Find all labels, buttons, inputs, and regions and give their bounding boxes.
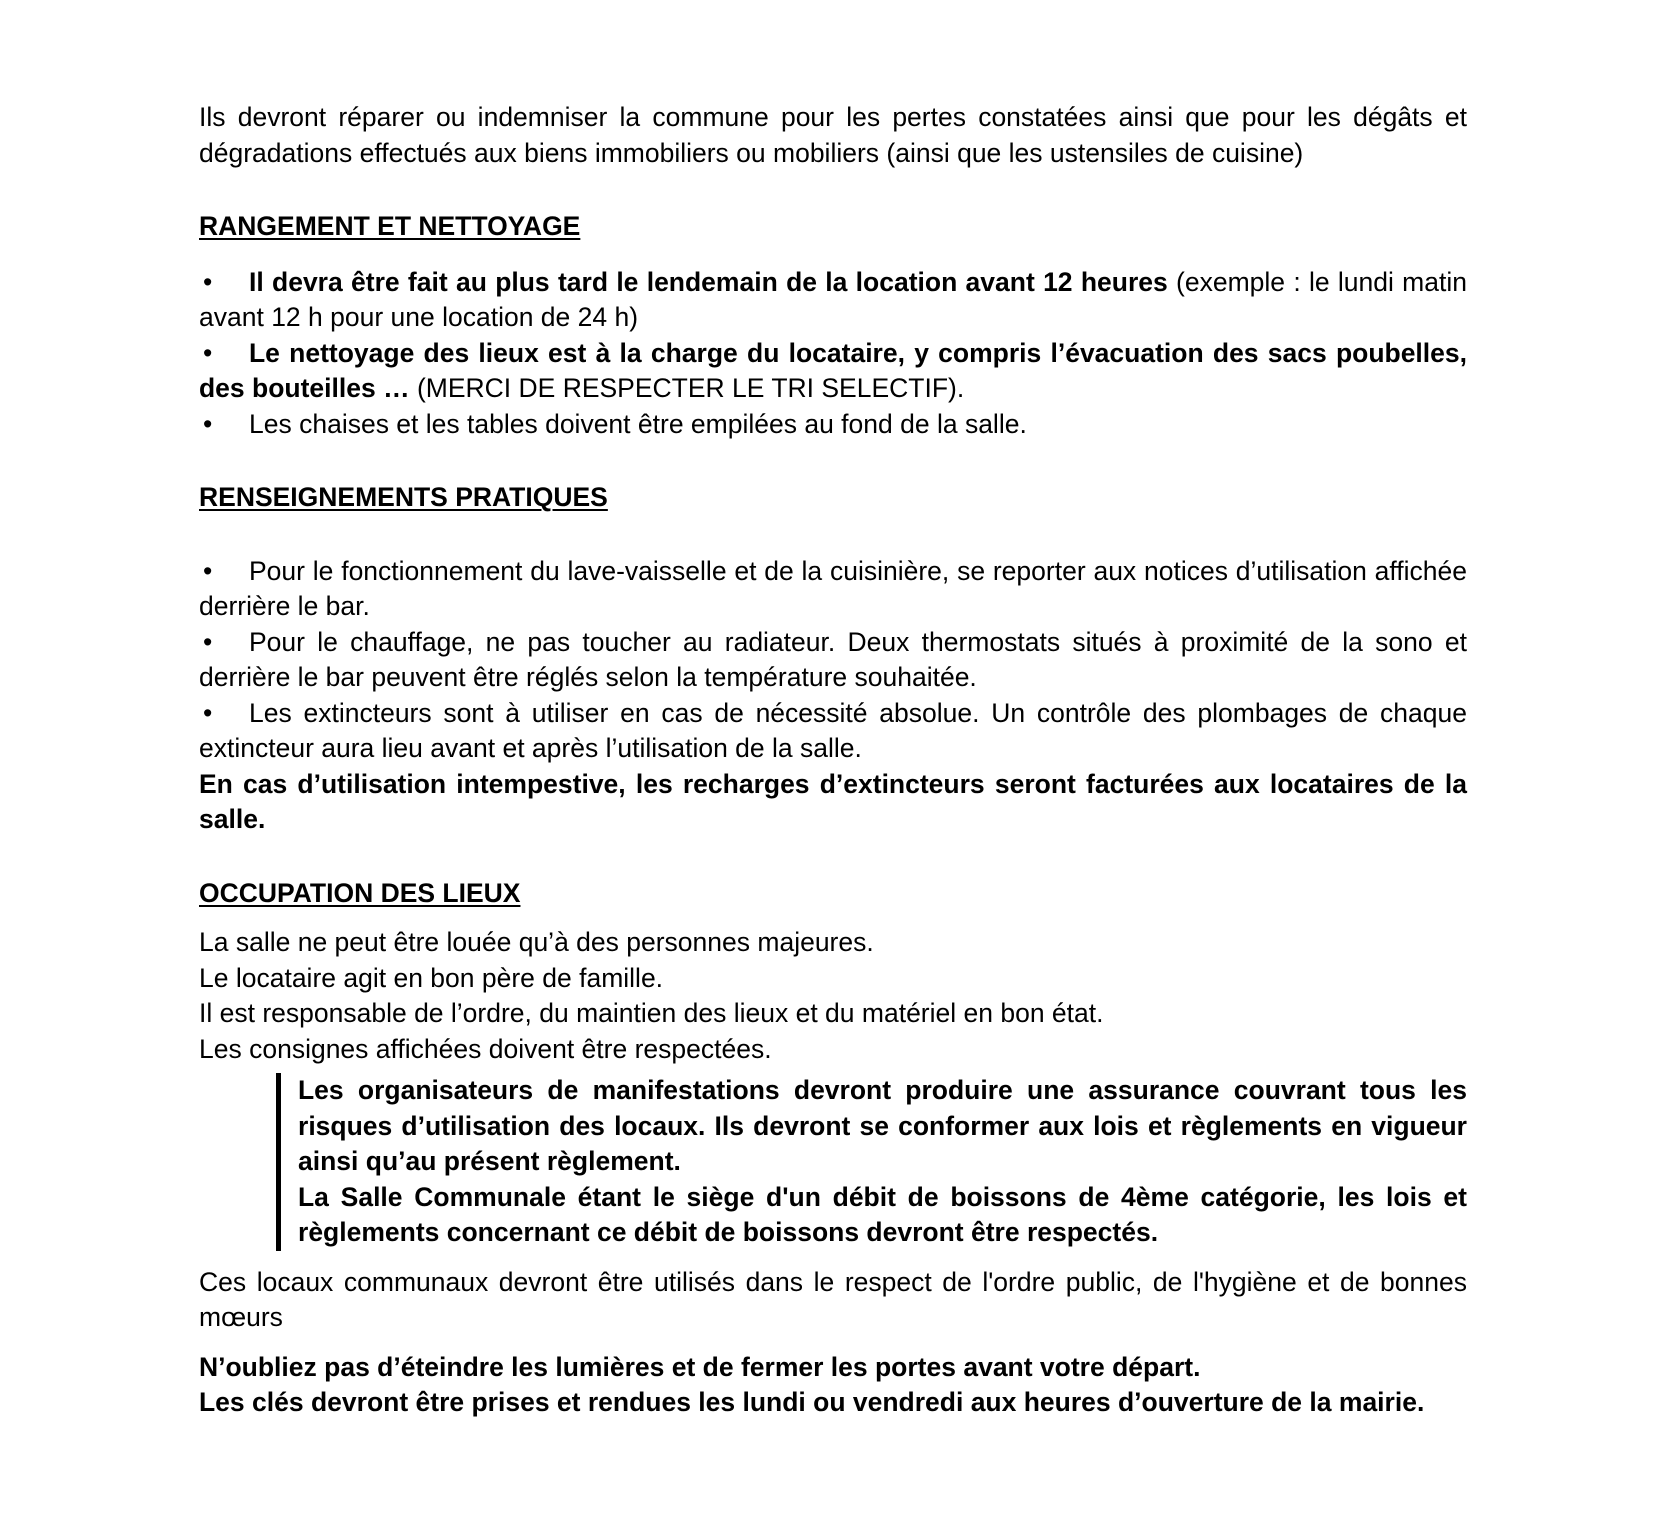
- document-page: [199, 100, 1467, 1421]
- public-order-paragraph: Ces locaux communaux devront être utilisés dans le respect de l'ordre public, de l'hygiène et de bonnes mœurs: [199, 1266, 1467, 1332]
- bullet-icon: •: [203, 697, 213, 728]
- occupation-line-4: Les consignes affichées doivent être respectées.: [199, 1033, 772, 1064]
- renseignements-item-1-text: Pour le fonctionnement du lave-vaisselle et de la cuisinière, se reporter aux notices d’utilisation affichée derrière le bar.: [199, 555, 1467, 621]
- intro-paragraph: Ils devront réparer ou indemniser la commune pour les pertes constatées ainsi que pour les dégâts et dégradations effectués aux biens immobiliers ou mobiliers (ainsi que les ustensiles de cuisine): [199, 102, 1467, 168]
- extincteurs-warning: [199, 767, 1467, 838]
- rangement-item-2-rest: (MERCI DE RESPECTER LE TRI SELECTIF).: [409, 373, 965, 403]
- rangement-item-1-bold: Il devra être fait au plus tard le lendemain de la location avant 12 heures: [249, 266, 1168, 297]
- renseignements-item-3-text: Les extincteurs sont à utiliser en cas de nécessité absolue. Un contrôle des plombages de chaque extincteur aura lieu avant et après l’utilisation de la salle.: [199, 697, 1467, 763]
- bullet-icon: •: [203, 266, 213, 297]
- renseignements-item-2-text: Pour le chauffage, ne pas toucher au radiateur. Deux thermostats situés à proximité de la sono et derrière le bar peuvent être réglés selon la température souhaitée.: [199, 626, 1467, 692]
- rangement-item-1-rest: (exemple : le lundi matin avant 12 h pour une location de 24 h): [199, 266, 1467, 332]
- rangement-item-2-bold: Le nettoyage des lieux est à la charge du locataire, y compris l’évacuation des sacs poubelles, des bouteilles …: [199, 337, 1467, 403]
- lights-reminder: [199, 1350, 1467, 1386]
- keys-reminder-text: Les clés devront être prises et rendues les lundi ou vendredi aux heures d’ouverture de la mairie.: [199, 1387, 1425, 1417]
- occupation-line-1: La salle ne peut être louée qu’à des personnes majeures.: [199, 927, 874, 957]
- rangement-item-1: [199, 265, 1467, 336]
- insurance-notice-box: [276, 1073, 1467, 1251]
- renseignements-item-2: [199, 625, 1467, 696]
- extincteurs-warning-text: En cas d’utilisation intempestive, les recharges d’extincteurs seront facturées aux locataires de la salle.: [199, 768, 1467, 834]
- heading-rangement: RANGEMENT ET NETTOYAGE: [199, 211, 581, 241]
- beverage-license-notice: La Salle Communale étant le siège d'un débit de boissons de 4ème catégorie, les lois et règlements concernant ce débit de boissons devront être respectés.: [298, 1181, 1467, 1247]
- bullet-icon: •: [203, 555, 213, 586]
- rangement-item-2: [199, 336, 1467, 407]
- rangement-item-3-text: Les chaises et les tables doivent être empilées au fond de la salle.: [249, 408, 1027, 439]
- bullet-icon: •: [203, 337, 213, 368]
- lights-reminder-text: N’oubliez pas d’éteindre les lumières et de fermer les portes avant votre départ.: [199, 1351, 1201, 1382]
- occupation-line-2: Le locataire agit en bon père de famille.: [199, 962, 664, 993]
- heading-renseignements: RENSEIGNEMENTS PRATIQUES: [199, 482, 608, 512]
- renseignements-item-1: [199, 554, 1467, 625]
- rangement-item-3: [199, 407, 1467, 443]
- bullet-icon: •: [203, 408, 213, 439]
- insurance-notice: Les organisateurs de manifestations devront produire une assurance couvrant tous les risques d’utilisation des locaux. Ils devront se conformer aux lois et règlements en vigueur ainsi qu’au présent règlement.: [298, 1075, 1467, 1176]
- keys-reminder: [199, 1385, 1467, 1421]
- heading-occupation: OCCUPATION DES LIEUX: [199, 877, 521, 908]
- occupation-line-3: Il est responsable de l’ordre, du maintien des lieux et du matériel en bon état.: [199, 998, 1104, 1028]
- bullet-icon: •: [203, 626, 213, 657]
- renseignements-item-3: [199, 696, 1467, 767]
